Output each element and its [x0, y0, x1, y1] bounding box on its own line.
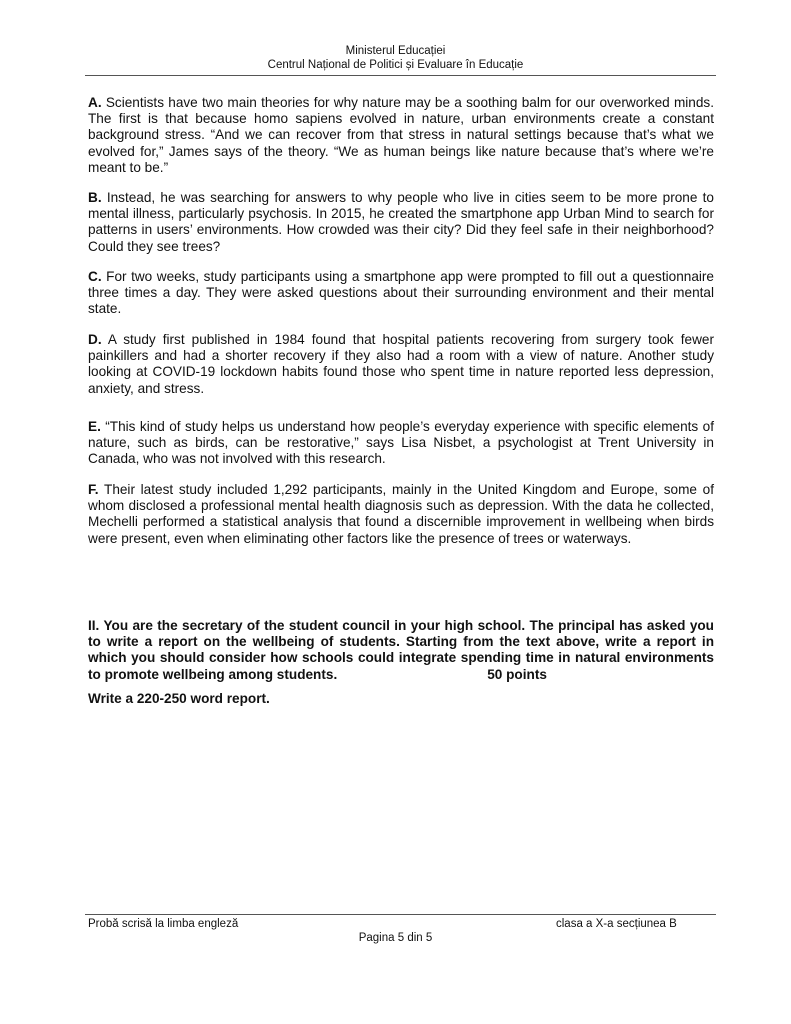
- header-ministry: Ministerul Educației: [345, 45, 446, 57]
- header-rule: [85, 75, 716, 76]
- paragraph-b: B. Instead, he was searching for answers to why people who live in cities seem to be more prone to mental illness, particularly psychosis. In 2015, he created the smartphone app Urban Mind to search for patterns in users’ environments. How crowded was their city? Did they feel safe in their neighborhood? Could they see trees?: [88, 190, 714, 254]
- task-prompt: II. You are the secretary of the student council in your high school. The principal has asked you to write a report on the wellbeing of students. Starting from the text above, write a report in which you should consider how schools could integrate spending time in natural environments to promote wellbeing among students. 50 points: [88, 618, 714, 682]
- header-center: Centrul Național de Politici și Evaluare în Educație: [267, 59, 524, 71]
- footer-class: clasa a X-a secțiunea B: [556, 918, 677, 930]
- paragraph-e: E. “This kind of study helps us understand how people’s everyday experience with specific elements of nature, such as birds, can be restorative,” says Lisa Nisbet, a psychologist at Trent University in Canada, who was not involved with this research.: [88, 419, 714, 467]
- footer-subject: Probă scrisă la limba engleză: [88, 918, 239, 930]
- paragraph-a: A. Scientists have two main theories for why nature may be a soothing balm for our overworked minds. The first is that because homo sapiens evolved in nature, urban environments create a constant background stress. “And we can recover from that stress in natural settings because that’s what we evolved for,” James says of the theory. “We as human beings like nature because that’s where we’re meant to be.”: [88, 95, 714, 175]
- task-points: 50 points: [487, 666, 547, 682]
- paragraph-c: C. For two weeks, study participants using a smartphone app were prompted to fill out a questionnaire three times a day. They were asked questions about their surrounding environment and their mental state.: [88, 269, 714, 317]
- paragraph-d: D. A study first published in 1984 found that hospital patients recovering from surgery took fewer painkillers and had a shorter recovery if they also had a room with a view of nature. Another study looking at COVID-19 lockdown habits found those who spent time in nature reported less depression, anxiety, and stress.: [88, 332, 714, 396]
- paragraph-f: F. Their latest study included 1,292 participants, mainly in the United Kingdom and Europe, some of whom disclosed a professional mental health diagnosis such as depression. With the data he collected, Mechelli performed a statistical analysis that found a discernible improvement in wellbeing when birds were present, even when eliminating other factors like the presence of trees or waterways.: [88, 482, 714, 546]
- footer-rule: [85, 914, 716, 915]
- task-instruction: Write a 220-250 word report.: [88, 691, 270, 706]
- page-number: Pagina 5 din 5: [358, 932, 433, 944]
